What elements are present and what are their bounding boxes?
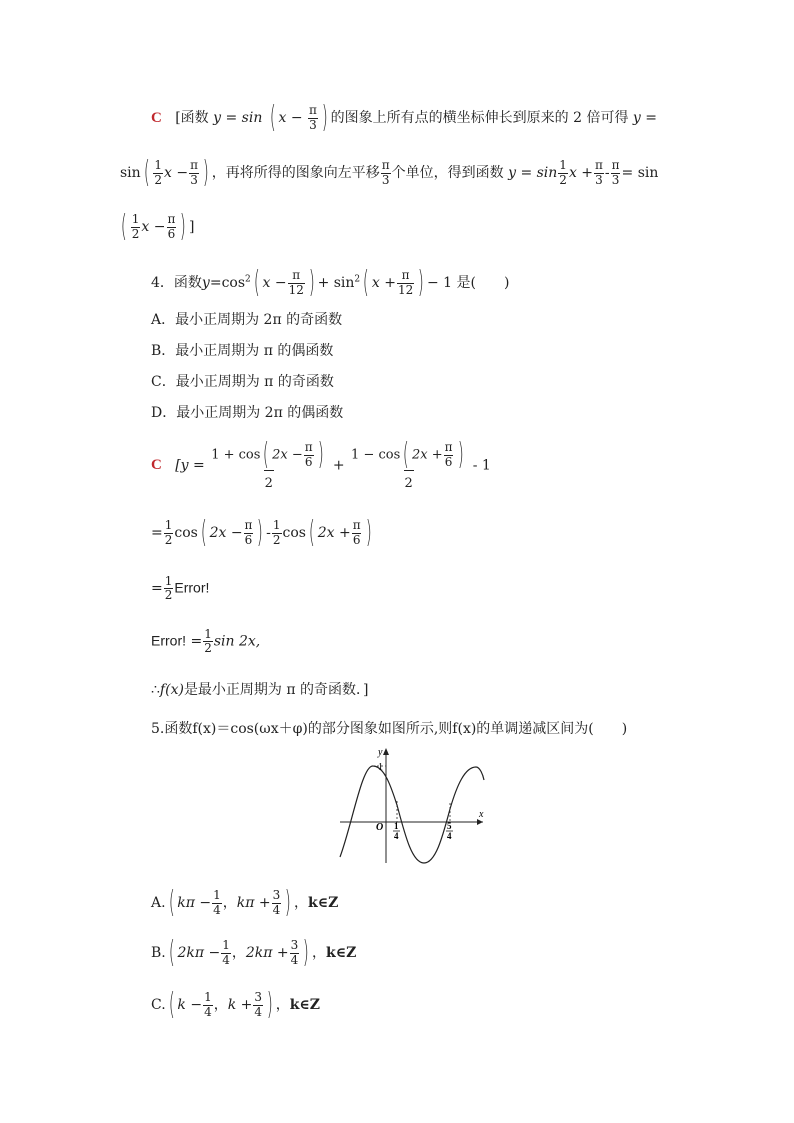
paren-left: ( bbox=[120, 209, 127, 244]
y-axis-arrow bbox=[383, 748, 389, 755]
den: 3 bbox=[611, 172, 620, 187]
expr: x − bbox=[262, 275, 287, 291]
x-label: x bbox=[479, 809, 484, 820]
den: 2 bbox=[264, 470, 274, 491]
num: π bbox=[190, 158, 199, 173]
paren-left: ( bbox=[263, 437, 270, 472]
text: = bbox=[151, 580, 163, 597]
expr: cos bbox=[174, 525, 198, 541]
therefore-symbol: ∴ bbox=[151, 682, 160, 698]
fraction bbox=[444, 441, 454, 468]
num bbox=[350, 437, 467, 472]
q4-option-c[interactable]: C．最小正周期为 π 的奇函数 bbox=[151, 374, 334, 390]
den: 3 bbox=[190, 172, 198, 187]
text: ] bbox=[189, 219, 195, 235]
sol3-line1 bbox=[151, 100, 658, 135]
den: 2 bbox=[164, 532, 173, 547]
error-text: Error! bbox=[151, 632, 186, 649]
sol3-line2 bbox=[120, 155, 659, 190]
tick1-num: 1 bbox=[394, 821, 399, 831]
text: = bbox=[190, 633, 203, 650]
q4-option-a[interactable]: A．最小正周期为 2π 的奇函数 bbox=[151, 312, 343, 328]
expr: x + bbox=[568, 165, 594, 181]
fraction bbox=[558, 159, 568, 186]
expr: x + bbox=[371, 275, 396, 291]
fraction bbox=[352, 519, 362, 546]
num: 3 bbox=[254, 990, 263, 1005]
fraction bbox=[253, 991, 263, 1018]
tick1-den: 4 bbox=[394, 831, 399, 841]
q4-option-b[interactable]: B．最小正周期为 π 的偶函数 bbox=[151, 343, 334, 359]
num: 1 bbox=[131, 212, 140, 227]
fraction bbox=[594, 159, 604, 186]
den: 4 bbox=[222, 952, 230, 967]
paren-right: ) bbox=[180, 209, 187, 244]
num: 1 bbox=[204, 990, 212, 1005]
text: − 1 是( ) bbox=[426, 275, 510, 291]
den: 2 bbox=[204, 641, 212, 656]
paren-right: ) bbox=[365, 515, 372, 550]
den: 12 bbox=[397, 282, 414, 297]
paren-left: ( bbox=[168, 885, 175, 920]
fraction bbox=[189, 159, 199, 186]
expr: = sin bbox=[621, 165, 659, 181]
expr: y = sin bbox=[508, 165, 558, 181]
text: - bbox=[266, 525, 271, 541]
sol3-line3 bbox=[118, 209, 195, 244]
expr: cos bbox=[282, 525, 306, 541]
paren-right: ) bbox=[457, 437, 464, 472]
num: 1 bbox=[213, 888, 221, 903]
num: π bbox=[444, 440, 453, 455]
text: [函数 bbox=[175, 110, 209, 126]
den: 2 bbox=[154, 172, 163, 187]
fraction bbox=[164, 575, 174, 602]
paren-right: ) bbox=[202, 155, 209, 190]
q5-option-a[interactable]: A.( kπ − $\frac{1}{4}$ ，kπ + $\frac{3}{4}$ ) ，k∈Z bbox=[151, 885, 339, 920]
paren-right: ) bbox=[266, 987, 273, 1022]
option-letter: A. bbox=[151, 895, 166, 911]
den: 6 bbox=[444, 454, 453, 469]
den: 2 bbox=[164, 588, 173, 603]
den: 6 bbox=[352, 532, 361, 547]
num: π bbox=[352, 518, 361, 533]
expr: y = bbox=[632, 110, 658, 126]
fraction bbox=[288, 269, 305, 296]
fraction bbox=[166, 213, 176, 240]
expr: 1 − cos bbox=[351, 447, 401, 463]
big-fraction bbox=[210, 437, 327, 491]
num: 3 bbox=[290, 938, 299, 953]
expr: k∈Z bbox=[326, 945, 357, 961]
paren-left: ( bbox=[308, 515, 315, 550]
expr: =cos bbox=[209, 275, 246, 291]
num: 3 bbox=[272, 888, 281, 903]
sol4-line3 bbox=[151, 575, 209, 602]
answer-label: C bbox=[151, 110, 162, 126]
fraction bbox=[397, 269, 414, 296]
num: π bbox=[595, 158, 603, 173]
paren-right: ) bbox=[418, 265, 425, 300]
cosine-curve bbox=[340, 766, 484, 863]
expr: 2x + bbox=[411, 447, 443, 463]
den: 3 bbox=[381, 172, 390, 187]
text: + bbox=[332, 457, 345, 474]
fraction bbox=[611, 159, 621, 186]
tick2-num: 5 bbox=[447, 821, 452, 831]
num: π bbox=[167, 212, 176, 227]
expr: k + bbox=[227, 997, 253, 1013]
paren-left: ( bbox=[363, 265, 369, 300]
sup: 2 bbox=[245, 274, 251, 285]
expr: x − bbox=[141, 219, 166, 235]
paren-right: ) bbox=[257, 515, 264, 550]
num: 1 bbox=[222, 938, 230, 953]
fraction bbox=[308, 104, 318, 131]
den: 6 bbox=[167, 226, 176, 241]
text: 4．函数 bbox=[151, 275, 202, 291]
expr: y bbox=[201, 275, 210, 291]
expr: 2x − bbox=[272, 447, 303, 463]
num: π bbox=[292, 268, 301, 283]
expr: 2kπ + bbox=[245, 945, 289, 961]
paren-left: ( bbox=[200, 515, 207, 550]
expr: f(x) bbox=[159, 682, 184, 698]
q4-stem bbox=[151, 265, 510, 300]
num: 1 bbox=[164, 574, 173, 588]
fraction bbox=[164, 519, 174, 546]
error-text: Error! bbox=[174, 579, 210, 596]
den: 3 bbox=[309, 117, 317, 132]
num: π bbox=[304, 440, 313, 455]
expr: k − bbox=[177, 997, 203, 1013]
origin-label: O bbox=[376, 822, 384, 833]
num bbox=[210, 437, 327, 472]
paren-right: ) bbox=[303, 935, 310, 970]
sup: 2 bbox=[354, 274, 361, 285]
num: π bbox=[611, 158, 620, 173]
paren-left: ( bbox=[168, 935, 175, 970]
num: π bbox=[244, 518, 253, 533]
paren-right: ) bbox=[308, 265, 315, 300]
den: 2 bbox=[131, 226, 140, 241]
paren-left: ( bbox=[168, 987, 175, 1022]
num: 1 bbox=[204, 627, 212, 641]
y-label: y bbox=[378, 747, 383, 758]
num: 1 bbox=[559, 158, 567, 173]
den: 4 bbox=[213, 902, 221, 917]
text: 的奇函数．] bbox=[300, 682, 369, 698]
paren-right: ) bbox=[285, 885, 292, 920]
paren-left: ( bbox=[143, 155, 150, 190]
expr: x − bbox=[278, 110, 303, 126]
text: = bbox=[151, 525, 163, 541]
num: π bbox=[401, 268, 410, 283]
expr: sin 2x, bbox=[213, 633, 261, 650]
expr: k∈Z bbox=[289, 997, 321, 1013]
expr: 2x + bbox=[317, 525, 351, 541]
expr: k∈Z bbox=[308, 895, 339, 911]
sol4-line2 bbox=[151, 515, 374, 550]
sol4-line4 bbox=[151, 628, 260, 655]
fraction bbox=[131, 213, 141, 240]
paren-left: ( bbox=[403, 437, 410, 472]
text: 是最小正周期为 bbox=[183, 682, 282, 698]
q5-option-c[interactable]: C.( k − $\frac{1}{4}$ ，k + $\frac{3}{4}$ ) ，k∈Z bbox=[151, 987, 321, 1022]
cosine-graph bbox=[337, 745, 487, 867]
expr: [y = bbox=[175, 457, 205, 474]
q4-option-d[interactable]: D．最小正周期为 2π 的偶函数 bbox=[151, 405, 344, 421]
den: 12 bbox=[288, 282, 304, 297]
option-letter: B. bbox=[151, 945, 166, 961]
num: π bbox=[381, 158, 390, 173]
paren-left: ( bbox=[253, 265, 260, 300]
text: 的图象上所有点的横坐标伸长到原来的 2 倍可得 bbox=[330, 110, 629, 126]
expr: 1 + cos bbox=[211, 447, 261, 463]
expr: kπ − bbox=[177, 895, 212, 911]
fraction bbox=[290, 939, 300, 966]
paren-right: ) bbox=[317, 437, 324, 472]
fraction bbox=[272, 889, 282, 916]
expr: 2x − bbox=[209, 525, 243, 541]
expr: x − bbox=[164, 165, 189, 181]
fraction bbox=[203, 991, 213, 1018]
den: 4 bbox=[254, 1004, 263, 1019]
num: 1 bbox=[272, 518, 281, 533]
fraction bbox=[153, 159, 163, 186]
den: 2 bbox=[559, 172, 567, 187]
expr: 2kπ − bbox=[177, 945, 221, 961]
den: 2 bbox=[272, 532, 281, 547]
sol4-conclusion bbox=[151, 683, 369, 697]
den: 4 bbox=[204, 1004, 212, 1019]
sol4-line1 bbox=[151, 437, 491, 491]
den: 4 bbox=[272, 902, 281, 917]
big-fraction bbox=[350, 437, 467, 491]
answer-label: C bbox=[151, 457, 162, 474]
expr: + sin bbox=[317, 275, 355, 291]
num: π bbox=[309, 103, 317, 118]
paren-right: ) bbox=[321, 100, 328, 135]
paren-left: ( bbox=[269, 100, 276, 135]
fraction bbox=[203, 628, 213, 655]
expr: y = sin bbox=[213, 110, 263, 126]
fraction bbox=[221, 939, 231, 966]
expr: kπ + bbox=[236, 895, 271, 911]
num: 1 bbox=[154, 158, 163, 173]
text: 个单位，得到函数 bbox=[391, 165, 504, 181]
q5-stem: 5.函数f(x)＝cos(ωx＋φ)的部分图象如图所示,则f(x)的单调递减区间为( ) bbox=[151, 721, 628, 737]
expr: π bbox=[286, 682, 296, 698]
den: 2 bbox=[404, 470, 414, 491]
den: 3 bbox=[595, 172, 603, 187]
fraction bbox=[212, 889, 222, 916]
fraction bbox=[304, 441, 314, 468]
fraction bbox=[272, 519, 282, 546]
den: 6 bbox=[304, 454, 313, 469]
fraction bbox=[244, 519, 254, 546]
option-letter: C. bbox=[151, 997, 166, 1013]
max-label: 1 bbox=[378, 762, 383, 773]
q5-option-b[interactable]: B.( 2kπ − $\frac{1}{4}$ ，2kπ + $\frac{3}{4}$ ) ，k∈Z bbox=[151, 935, 357, 970]
den: 6 bbox=[244, 532, 253, 547]
den: 4 bbox=[290, 952, 299, 967]
fraction bbox=[381, 159, 391, 186]
text: ，再将所得的图象向左平移 bbox=[211, 165, 380, 181]
num: 1 bbox=[164, 518, 173, 533]
text: - 1 bbox=[472, 457, 491, 474]
expr: sin bbox=[120, 165, 141, 181]
tick2-den: 4 bbox=[447, 831, 452, 841]
text: - bbox=[604, 165, 610, 181]
